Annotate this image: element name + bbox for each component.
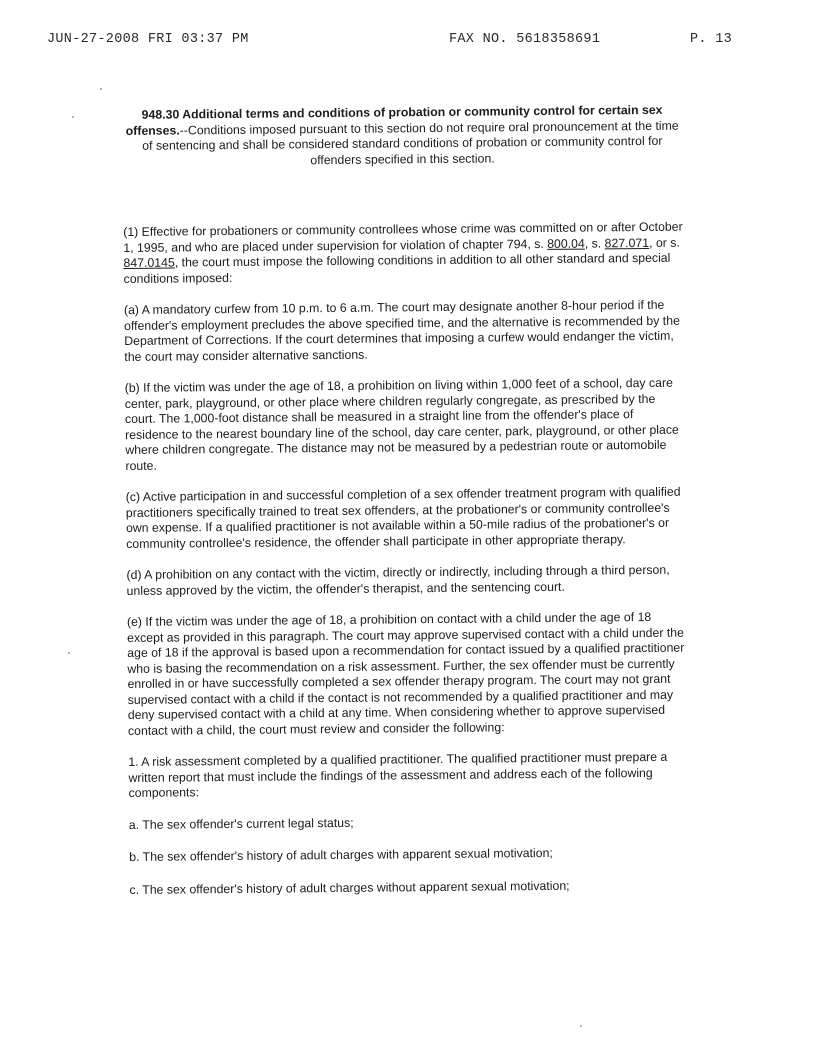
list-item-c: c. The sex offender's history of adult charges without apparent sexual motivation; — [129, 878, 570, 897]
fax-datetime: JUN-27-2008 FRI 03:37 PM — [47, 32, 249, 47]
paragraph-e: (e) If the victim was under the age of 18, a prohibition on contact with a child under the age of 18 except as provided in this paragraph. The court may approve supervised contact with a child under the age of 18 if the approval is based upon a recommendation for contact issued by a qualified practitioner who is basing the recommendation on a risk assessment. Further, the sex offender must be currently enrolled in or have successfully completed a sex offender therapy program. The court may not grant supervised contact with a child if the contact is not recommended by a qualified practitioner and may deny supervised contact with a child at any time. When considering whether to approve supervised contact with a child, the court must review and consider the following: — [126, 609, 685, 738]
paragraph-e-1: 1. A risk assessment completed by a qualified practitioner. The qualified practitioner must prepare a written report that must include the findings of the assessment and address each of the following components: — [128, 749, 668, 800]
page-number: P. 13 — [690, 32, 733, 47]
list-item-b: b. The sex offender's history of adult charges with apparent sexual motivation; — [129, 845, 553, 864]
subsection-1-text-b: , the court must impose the following conditions in addition to all other standard and special conditions imposed: — [123, 250, 671, 286]
scan-speck — [68, 652, 70, 654]
subsection-1-sep-2: , or s. — [648, 235, 680, 250]
paragraph-a: (a) A mandatory curfew from 10 p.m. to 6 a.m. The court may designate another 8-hour period if the offender's employment precludes the above specified time, and the alternative is recommended by the Department of Corrections. If the court determines that imposing a curfew would endanger the victim, the court may consider alternative sanctions. — [123, 297, 680, 364]
statute-link-847-0145[interactable]: 847.0145 — [123, 255, 175, 270]
paragraph-d: (d) A prohibition on any contact with the victim, directly or indirectly, including through a third person, unless approved by the victim, the offender's therapist, and the sentencing court. — [126, 562, 670, 598]
list-item-a: a. The sex offender's current legal status; — [128, 815, 354, 832]
subsection-1-sep-1: , s. — [584, 235, 605, 251]
statute-title: 948.30 Additional terms and conditions of probation or community control for certain sex offenses. — [125, 102, 663, 138]
statute-link-827-071[interactable]: 827.071 — [604, 235, 650, 250]
subsection-1-text-a: (1) Effective for probationers or community controllees whose crime was committed on or after October 1, 1995, and who are placed under supervision for violation of chapter 794, s. — [123, 219, 683, 255]
subsection-1 — [123, 220, 684, 287]
paragraph-c: (c) Active participation in and successful completion of a sex offender treatment program with qualified practitioners specifically trained to treat sex offenders, at the probationer's or community controllee's own expense. If a qualified practitioner is not available within a 50-mile radius of the probationer's or community controllee's residence, the offender shall participate in other appropriate therapy. — [125, 484, 681, 551]
fax-header — [0, 32, 817, 52]
scan-speck — [580, 1025, 582, 1027]
scan-speck — [100, 88, 102, 90]
scan-speck — [72, 116, 74, 118]
statute-heading — [122, 103, 683, 170]
statute-intro: --Conditions imposed pursuant to this section do not require oral pronouncement at the time of sentencing and shall be considered standard conditions of probation or community control for offenders specified in this section. — [142, 118, 679, 167]
document-body — [122, 103, 690, 915]
statute-link-800-04[interactable]: 800.04 — [547, 236, 585, 251]
paragraph-b: (b) If the victim was under the age of 18, a prohibition on living within 1,000 feet of a school, day care center, park, playground, or other place where children regularly congregate, as prescribed by the court. The 1,000-foot distance shall be measured in a straight line from the offender's place of residence to the nearest boundary line of the school, day care center, park, playground, or other place where children congregate. The distance may not be measured by a pedestrian route or automobile route. — [124, 375, 679, 473]
fax-number: FAX NO. 5618358691 — [449, 32, 601, 47]
